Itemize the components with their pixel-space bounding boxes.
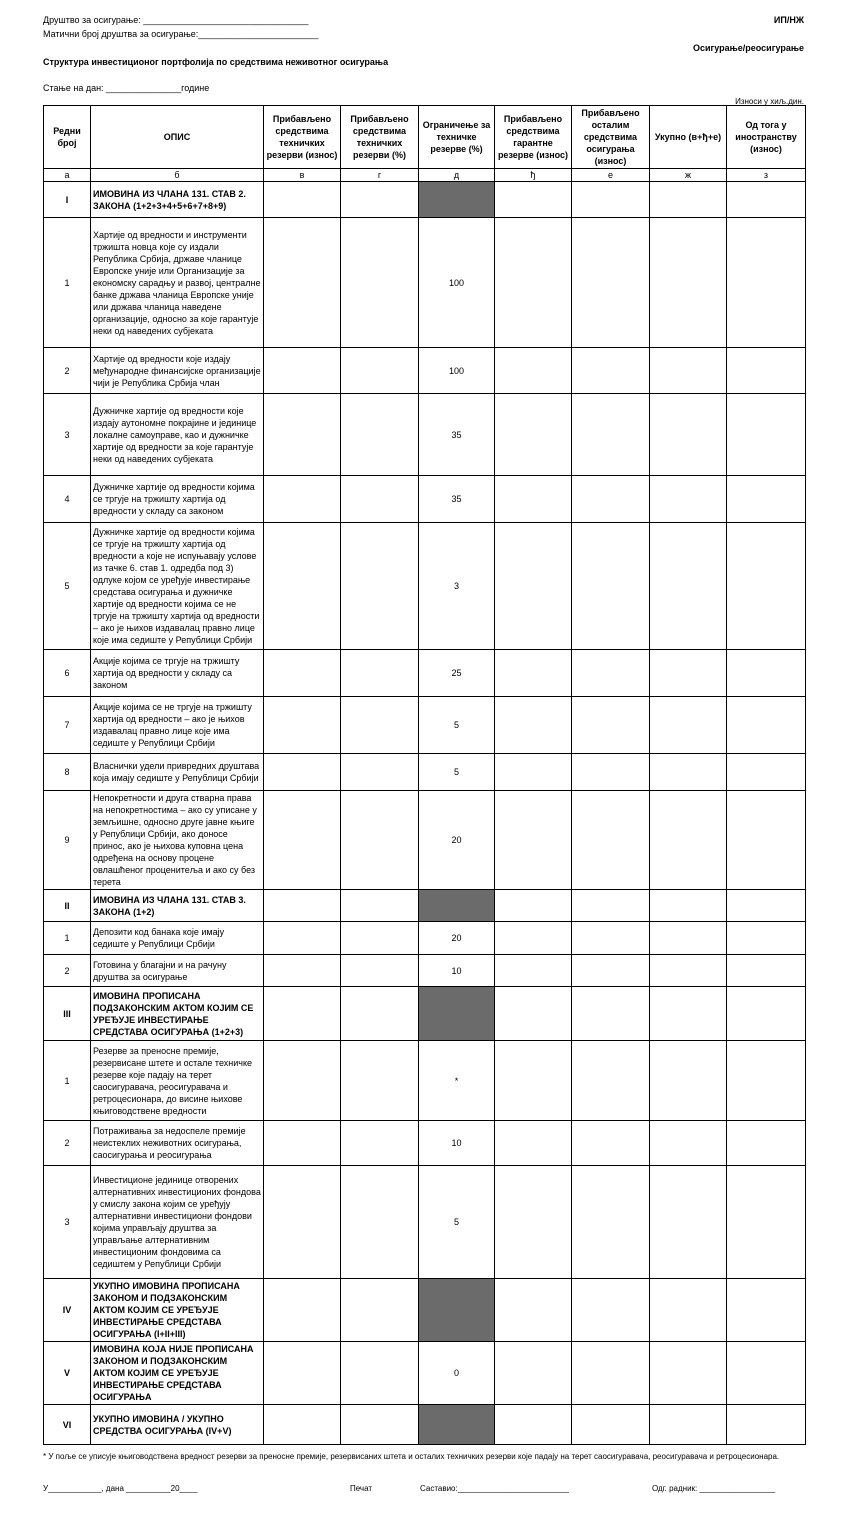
table-row bbox=[44, 1041, 806, 1121]
table-row bbox=[44, 955, 806, 987]
abroad-cell[interactable] bbox=[727, 1279, 806, 1342]
limit-cell: 20 bbox=[419, 791, 495, 890]
total-cell[interactable] bbox=[650, 1166, 727, 1279]
other-funds-cell[interactable] bbox=[572, 1041, 650, 1121]
tech-reserves-amount-cell[interactable] bbox=[264, 987, 341, 1041]
tech-reserves-amount-cell[interactable] bbox=[264, 890, 341, 922]
row-number: 6 bbox=[44, 650, 91, 697]
tech-reserves-amount-cell[interactable] bbox=[264, 955, 341, 987]
total-cell[interactable] bbox=[650, 791, 727, 890]
row-number: 1 bbox=[44, 922, 91, 955]
other-funds-cell[interactable] bbox=[572, 394, 650, 476]
row-number: 7 bbox=[44, 697, 91, 754]
guarantee-reserve-cell[interactable] bbox=[495, 1166, 572, 1279]
guarantee-reserve-cell[interactable] bbox=[495, 523, 572, 650]
total-cell[interactable] bbox=[650, 697, 727, 754]
row-description: Дужничке хартије од вредности које издају аутономне покрајине и јединице локалне самоуправе, као и дужничке хартије од вредности за које гарантује неки од наведених субјеката bbox=[91, 394, 264, 476]
total-cell[interactable] bbox=[650, 890, 727, 922]
col-letter: ђ bbox=[495, 169, 572, 182]
table-row bbox=[44, 1166, 806, 1279]
row-description: Инвестиционе јединице отворених алтернативних инвестиционих фондова у смислу закона којим се уређују алтернативни инвестициони фондови којима управљају друштва за управљање алтернативним инвестиционим фондовима са седиштем у Републици Србији bbox=[91, 1166, 264, 1279]
row-number: 1 bbox=[44, 218, 91, 348]
row-description: ИМОВИНА КОЈА НИЈЕ ПРОПИСАНА ЗАКОНОМ И ПОДЗАКОНСКИМ АКТОМ КОЈИМ СЕ УРЕЂУЈЕ ИНВЕСТИРАЊЕ СРЕДСТАВА ОСИГУРАЊА bbox=[91, 1342, 264, 1405]
table-row bbox=[44, 697, 806, 754]
row-number: I bbox=[44, 182, 91, 218]
report-date-label: Стање на дан: _______________године bbox=[43, 83, 210, 93]
tech-reserves-percent-cell[interactable] bbox=[341, 1121, 419, 1166]
tech-reserves-amount-cell[interactable] bbox=[264, 1342, 341, 1405]
total-cell[interactable] bbox=[650, 1121, 727, 1166]
tech-reserves-percent-cell[interactable] bbox=[341, 1166, 419, 1279]
limit-cell: 25 bbox=[419, 650, 495, 697]
row-description: ИМОВИНА ИЗ ЧЛАНА 131. СТАВ 2. ЗАКОНА (1+2+3+4+5+6+7+8+9) bbox=[91, 182, 264, 218]
table-row bbox=[44, 394, 806, 476]
col-header-limit: Ограничење за техничке резерве (%) bbox=[419, 106, 495, 169]
total-cell[interactable] bbox=[650, 218, 727, 348]
abroad-cell[interactable] bbox=[727, 1041, 806, 1121]
table-row bbox=[44, 754, 806, 791]
guarantee-reserve-cell[interactable] bbox=[495, 394, 572, 476]
tech-reserves-amount-cell[interactable] bbox=[264, 1041, 341, 1121]
total-cell[interactable] bbox=[650, 1041, 727, 1121]
limit-cell: * bbox=[419, 1041, 495, 1121]
tech-reserves-amount-cell[interactable] bbox=[264, 348, 341, 394]
tech-reserves-percent-cell[interactable] bbox=[341, 922, 419, 955]
other-funds-cell[interactable] bbox=[572, 218, 650, 348]
page-title: Структура инвестиционог портфолија по средствима неживотног осигурања bbox=[43, 57, 389, 67]
col-letter: е bbox=[572, 169, 650, 182]
tech-reserves-percent-cell[interactable] bbox=[341, 1279, 419, 1342]
total-cell[interactable] bbox=[650, 987, 727, 1041]
col-letter: б bbox=[91, 169, 264, 182]
row-description: Хартије од вредности и инструменти тржишта новца које су издали Република Србија, државе чланице Европске уније или Организације за економску сарадњу и развој, централне банке држава чланица Европске уније или држава чланица наведене организације, односно за које гарантује неки од наведених субјеката bbox=[91, 218, 264, 348]
abroad-cell[interactable] bbox=[727, 182, 806, 218]
row-number: 2 bbox=[44, 955, 91, 987]
tech-reserves-percent-cell[interactable] bbox=[341, 890, 419, 922]
limit-cell: 100 bbox=[419, 348, 495, 394]
guarantee-reserve-cell[interactable] bbox=[495, 987, 572, 1041]
abroad-cell[interactable] bbox=[727, 650, 806, 697]
limit-cell: 10 bbox=[419, 955, 495, 987]
col-letter: г bbox=[341, 169, 419, 182]
abroad-cell[interactable] bbox=[727, 890, 806, 922]
limit-cell: 3 bbox=[419, 523, 495, 650]
tech-reserves-percent-cell[interactable] bbox=[341, 348, 419, 394]
limit-cell bbox=[419, 1279, 495, 1342]
other-funds-cell[interactable] bbox=[572, 1405, 650, 1445]
tech-reserves-amount-cell[interactable] bbox=[264, 754, 341, 791]
table-row bbox=[44, 1279, 806, 1342]
abroad-cell[interactable] bbox=[727, 791, 806, 890]
other-funds-cell[interactable] bbox=[572, 1342, 650, 1405]
limit-cell: 5 bbox=[419, 1166, 495, 1279]
limit-cell: 0 bbox=[419, 1342, 495, 1405]
tech-reserves-amount-cell[interactable] bbox=[264, 1166, 341, 1279]
other-funds-cell[interactable] bbox=[572, 697, 650, 754]
abroad-cell[interactable] bbox=[727, 394, 806, 476]
guarantee-reserve-cell[interactable] bbox=[495, 1121, 572, 1166]
col-header-tech-reserves-amount: Прибављено средствима техничких резерви (износ) bbox=[264, 106, 341, 169]
guarantee-reserve-cell[interactable] bbox=[495, 1342, 572, 1405]
tech-reserves-percent-cell[interactable] bbox=[341, 754, 419, 791]
tech-reserves-amount-cell[interactable] bbox=[264, 182, 341, 218]
tech-reserves-percent-cell[interactable] bbox=[341, 987, 419, 1041]
table-row bbox=[44, 890, 806, 922]
other-funds-cell[interactable] bbox=[572, 1166, 650, 1279]
abroad-cell[interactable] bbox=[727, 922, 806, 955]
responsible-person-field: Одг. радник: _________________ bbox=[652, 1484, 776, 1493]
col-letter: з bbox=[727, 169, 806, 182]
tech-reserves-percent-cell[interactable] bbox=[341, 523, 419, 650]
limit-cell: 35 bbox=[419, 394, 495, 476]
limit-cell: 10 bbox=[419, 1121, 495, 1166]
form-code: ИП/НЖ bbox=[773, 15, 804, 25]
table-row bbox=[44, 182, 806, 218]
total-cell[interactable] bbox=[650, 1342, 727, 1405]
tech-reserves-amount-cell[interactable] bbox=[264, 1121, 341, 1166]
compiled-by-field: Саставио:_________________________ bbox=[420, 1484, 569, 1493]
row-number: VI bbox=[44, 1405, 91, 1445]
row-number: 4 bbox=[44, 476, 91, 523]
abroad-cell[interactable] bbox=[727, 955, 806, 987]
table-row bbox=[44, 922, 806, 955]
guarantee-reserve-cell[interactable] bbox=[495, 1279, 572, 1342]
total-cell[interactable] bbox=[650, 650, 727, 697]
limit-cell: 100 bbox=[419, 218, 495, 348]
other-funds-cell[interactable] bbox=[572, 754, 650, 791]
table-row bbox=[44, 987, 806, 1041]
abroad-cell[interactable] bbox=[727, 348, 806, 394]
other-funds-cell[interactable] bbox=[572, 987, 650, 1041]
other-funds-cell[interactable] bbox=[572, 955, 650, 987]
total-cell[interactable] bbox=[650, 182, 727, 218]
abroad-cell[interactable] bbox=[727, 987, 806, 1041]
limit-cell bbox=[419, 890, 495, 922]
row-description: Потраживања за недоспеле премије неистеклих неживотних осигурања, саосигурања и реосигурања bbox=[91, 1121, 264, 1166]
total-cell[interactable] bbox=[650, 1405, 727, 1445]
guarantee-reserve-cell[interactable] bbox=[495, 890, 572, 922]
abroad-cell[interactable] bbox=[727, 754, 806, 791]
row-number: 3 bbox=[44, 1166, 91, 1279]
col-header-description: ОПИС bbox=[91, 106, 264, 169]
other-funds-cell[interactable] bbox=[572, 348, 650, 394]
letter-row bbox=[44, 169, 806, 182]
row-description: ИМОВИНА ИЗ ЧЛАНА 131. СТАВ 3. ЗАКОНА (1+2) bbox=[91, 890, 264, 922]
tech-reserves-percent-cell[interactable] bbox=[341, 394, 419, 476]
table-row bbox=[44, 1342, 806, 1405]
total-cell[interactable] bbox=[650, 955, 727, 987]
row-number: 3 bbox=[44, 394, 91, 476]
limit-cell: 5 bbox=[419, 697, 495, 754]
row-description: ИМОВИНА ПРОПИСАНА ПОДЗАКОНСКИМ АКТОМ КОЈИМ СЕ УРЕЂУЈЕ ИНВЕСТИРАЊЕ СРЕДСТАВА ОСИГУРАЊА (1+2+3) bbox=[91, 987, 264, 1041]
col-letter: в bbox=[264, 169, 341, 182]
row-description: Хартије од вредности које издају међународне финансијске организације чији је Република Србија члан bbox=[91, 348, 264, 394]
col-header-abroad: Од тога у иностранству (износ) bbox=[727, 106, 806, 169]
insurance-type-label: Осигурање/реосигурање bbox=[692, 43, 804, 53]
other-funds-cell[interactable] bbox=[572, 922, 650, 955]
tech-reserves-percent-cell[interactable] bbox=[341, 476, 419, 523]
table-row bbox=[44, 476, 806, 523]
row-number: 9 bbox=[44, 791, 91, 890]
table-row bbox=[44, 218, 806, 348]
tech-reserves-percent-cell[interactable] bbox=[341, 791, 419, 890]
tech-reserves-amount-cell[interactable] bbox=[264, 476, 341, 523]
tech-reserves-percent-cell[interactable] bbox=[341, 955, 419, 987]
company-name-label: Друштво за осигурање: _________________________________ bbox=[43, 15, 309, 25]
tech-reserves-amount-cell[interactable] bbox=[264, 394, 341, 476]
row-number: 5 bbox=[44, 523, 91, 650]
guarantee-reserve-cell[interactable] bbox=[495, 697, 572, 754]
row-number: 2 bbox=[44, 348, 91, 394]
abroad-cell[interactable] bbox=[727, 1166, 806, 1279]
col-letter: а bbox=[44, 169, 91, 182]
other-funds-cell[interactable] bbox=[572, 890, 650, 922]
registration-number-label: Матични број друштва за осигурање:________________________ bbox=[43, 29, 319, 39]
tech-reserves-percent-cell[interactable] bbox=[341, 1041, 419, 1121]
limit-cell: 20 bbox=[419, 922, 495, 955]
row-number: V bbox=[44, 1342, 91, 1405]
row-number: IV bbox=[44, 1279, 91, 1342]
limit-cell bbox=[419, 182, 495, 218]
portfolio-table bbox=[43, 105, 806, 1445]
tech-reserves-percent-cell[interactable] bbox=[341, 697, 419, 754]
guarantee-reserve-cell[interactable] bbox=[495, 1041, 572, 1121]
other-funds-cell[interactable] bbox=[572, 1279, 650, 1342]
table-row bbox=[44, 650, 806, 697]
other-funds-cell[interactable] bbox=[572, 1121, 650, 1166]
total-cell[interactable] bbox=[650, 922, 727, 955]
total-cell[interactable] bbox=[650, 754, 727, 791]
row-description: Акције којима се не тргује на тржишту хартија од вредности – ако је њихов издавалац правно лице које има седиште у Републици Србији bbox=[91, 697, 264, 754]
total-cell[interactable] bbox=[650, 523, 727, 650]
abroad-cell[interactable] bbox=[727, 476, 806, 523]
tech-reserves-percent-cell[interactable] bbox=[341, 218, 419, 348]
limit-cell: 35 bbox=[419, 476, 495, 523]
guarantee-reserve-cell[interactable] bbox=[495, 922, 572, 955]
row-number: II bbox=[44, 890, 91, 922]
total-cell[interactable] bbox=[650, 394, 727, 476]
tech-reserves-percent-cell[interactable] bbox=[341, 1405, 419, 1445]
col-letter: ж bbox=[650, 169, 727, 182]
guarantee-reserve-cell[interactable] bbox=[495, 791, 572, 890]
col-header-total: Укупно (в+ђ+е) bbox=[650, 106, 727, 169]
footnote: * У поље се уписује књиговодствена вредност резерви за преносне премије, резервисаних штета и осталих техничких резерви које падају на терет саосигуравача, реосигуравача и ретроцесионара. bbox=[43, 1452, 780, 1461]
table-row bbox=[44, 791, 806, 890]
row-description: Дужничке хартије од вредности којима се тргује на тржишту хартија од вредности у складу са законом bbox=[91, 476, 264, 523]
col-header-guarantee-reserve: Прибављено средствима гарантне резерве (износ) bbox=[495, 106, 572, 169]
other-funds-cell[interactable] bbox=[572, 182, 650, 218]
other-funds-cell[interactable] bbox=[572, 650, 650, 697]
row-number: III bbox=[44, 987, 91, 1041]
col-letter: д bbox=[419, 169, 495, 182]
total-cell[interactable] bbox=[650, 348, 727, 394]
tech-reserves-amount-cell[interactable] bbox=[264, 218, 341, 348]
guarantee-reserve-cell[interactable] bbox=[495, 754, 572, 791]
table-row bbox=[44, 348, 806, 394]
table-row bbox=[44, 523, 806, 650]
guarantee-reserve-cell[interactable] bbox=[495, 1405, 572, 1445]
col-header-other-funds: Прибављено осталим средствима осигурања (износ) bbox=[572, 106, 650, 169]
tech-reserves-amount-cell[interactable] bbox=[264, 791, 341, 890]
row-description: Дужничке хартије од вредности којима се тргује на тржишту хартија од вредности а које не испуњавају услове из тачке 6. став 1. одредба под 3) одлуке којом се уређује инвестирање средстава осигурања и дужничке хартије од вредности којима се не тргује на тржишту хартија од вредности – ако је њихов издавалац правно лице које има седиште у Републици Србији bbox=[91, 523, 264, 650]
stamp-label: Печат bbox=[350, 1484, 373, 1493]
other-funds-cell[interactable] bbox=[572, 523, 650, 650]
abroad-cell[interactable] bbox=[727, 523, 806, 650]
guarantee-reserve-cell[interactable] bbox=[495, 650, 572, 697]
row-description: Готовина у благајни и на рачуну друштва за осигурање bbox=[91, 955, 264, 987]
tech-reserves-amount-cell[interactable] bbox=[264, 650, 341, 697]
other-funds-cell[interactable] bbox=[572, 476, 650, 523]
units-label: Износи у хиљ.дин. bbox=[735, 97, 804, 106]
abroad-cell[interactable] bbox=[727, 697, 806, 754]
table-row bbox=[44, 1405, 806, 1445]
guarantee-reserve-cell[interactable] bbox=[495, 218, 572, 348]
header-row bbox=[44, 106, 806, 169]
col-header-tech-reserves-percent: Прибављено средствима техничких резерви (%) bbox=[341, 106, 419, 169]
tech-reserves-amount-cell[interactable] bbox=[264, 1405, 341, 1445]
col-header-number: Редни број bbox=[44, 106, 91, 169]
row-description: УКУПНО ИМОВИНА ПРОПИСАНА ЗАКОНОМ И ПОДЗАКОНСКИМ АКТОМ КОЈИМ СЕ УРЕЂУЈЕ ИНВЕСТИРАЊЕ СРЕДСТАВА ОСИГУРАЊА (I+II+III) bbox=[91, 1279, 264, 1342]
row-number: 1 bbox=[44, 1041, 91, 1121]
row-description: Непокретности и друга стварна права на непокретностима – ако су уписане у земљишне, односно друге јавне књиге у Републици Србији, ако доносе принос, ако је њихова куповна цена одређена на основу процене овлашћеног проценитеља и ако су без терета bbox=[91, 791, 264, 890]
row-description: УКУПНО ИМОВИНА / УКУПНО СРЕДСТВА ОСИГУРАЊА (IV+V) bbox=[91, 1405, 264, 1445]
abroad-cell[interactable] bbox=[727, 1405, 806, 1445]
row-number: 8 bbox=[44, 754, 91, 791]
tech-reserves-amount-cell[interactable] bbox=[264, 697, 341, 754]
limit-cell bbox=[419, 987, 495, 1041]
guarantee-reserve-cell[interactable] bbox=[495, 955, 572, 987]
total-cell[interactable] bbox=[650, 1279, 727, 1342]
table-row bbox=[44, 1121, 806, 1166]
abroad-cell[interactable] bbox=[727, 1121, 806, 1166]
total-cell[interactable] bbox=[650, 476, 727, 523]
row-description: Депозити код банака које имају седиште у Републици Србији bbox=[91, 922, 264, 955]
tech-reserves-percent-cell[interactable] bbox=[341, 650, 419, 697]
tech-reserves-amount-cell[interactable] bbox=[264, 1279, 341, 1342]
place-date-field: У____________, дана __________20____ bbox=[43, 1484, 198, 1493]
guarantee-reserve-cell[interactable] bbox=[495, 182, 572, 218]
guarantee-reserve-cell[interactable] bbox=[495, 348, 572, 394]
tech-reserves-percent-cell[interactable] bbox=[341, 1342, 419, 1405]
row-number: 2 bbox=[44, 1121, 91, 1166]
limit-cell: 5 bbox=[419, 754, 495, 791]
row-description: Акције којима се тргује на тржишту хартија од вредности у складу са законом bbox=[91, 650, 264, 697]
guarantee-reserve-cell[interactable] bbox=[495, 476, 572, 523]
row-description: Власнички удели привредних друштава која имају седиште у Републици Србији bbox=[91, 754, 264, 791]
tech-reserves-amount-cell[interactable] bbox=[264, 523, 341, 650]
abroad-cell[interactable] bbox=[727, 218, 806, 348]
abroad-cell[interactable] bbox=[727, 1342, 806, 1405]
tech-reserves-amount-cell[interactable] bbox=[264, 922, 341, 955]
limit-cell bbox=[419, 1405, 495, 1445]
tech-reserves-percent-cell[interactable] bbox=[341, 182, 419, 218]
other-funds-cell[interactable] bbox=[572, 791, 650, 890]
row-description: Резерве за преносне премије, резервисане штете и остале техничке резерве које падају на терет саосигуравача, реосигуравача и ретроцесионара, до висине њихове књиговодствене вредности bbox=[91, 1041, 264, 1121]
